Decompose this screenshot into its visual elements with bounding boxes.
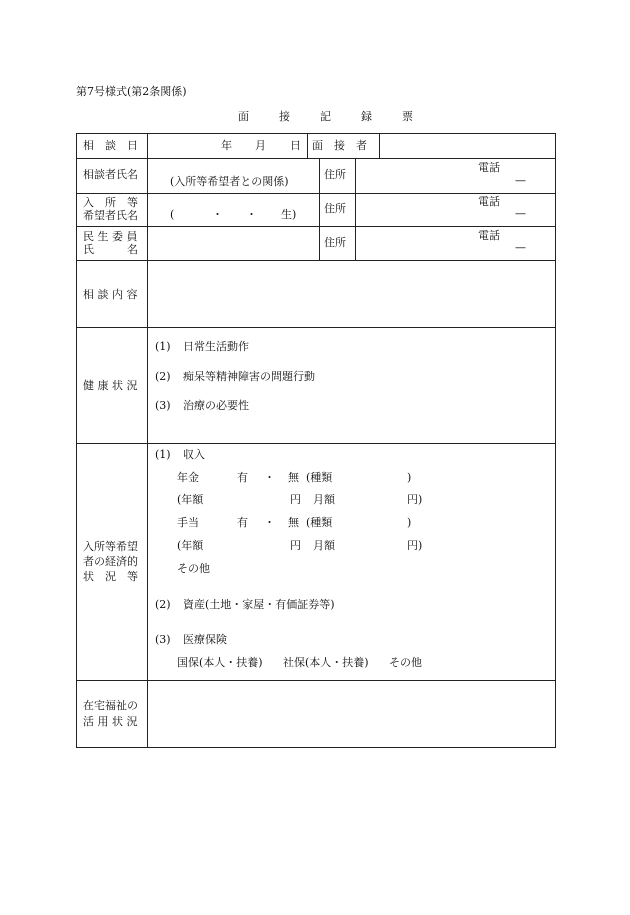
separator-dot: ・ — [264, 471, 275, 484]
address-label: 住所 — [324, 168, 346, 181]
kind-label: (種類 — [306, 471, 333, 484]
title-char: 録 — [361, 110, 374, 123]
social-insurance-label: 社保(本人・扶養) — [283, 656, 369, 669]
consultation-date-label: 相 談 日 — [83, 139, 138, 152]
cell-divider — [379, 133, 380, 158]
income-num: (1) — [155, 448, 171, 461]
health-item-text: 日常生活動作 — [183, 340, 249, 353]
monthly-label: 月額 — [313, 539, 335, 552]
consultant-name-label: 相談者氏名 — [83, 168, 138, 181]
birth-dot: ・ — [212, 208, 223, 221]
health-status-label: 健 康 状 況 — [83, 379, 138, 392]
health-item-text: 痴呆等精神障害の問題行動 — [183, 370, 315, 383]
row-divider — [76, 443, 556, 444]
consultation-content-label: 相 談 内 容 — [83, 288, 138, 301]
health-item-text: 治療の必要性 — [183, 399, 249, 412]
phone-label: 電話 — [478, 229, 500, 242]
economic-status-label-line1: 入所等希望 — [83, 540, 138, 553]
home-welfare-label-line2: 活 用 状 況 — [83, 715, 138, 728]
assets-label: 資産(土地・家屋・有価証券等) — [183, 598, 335, 611]
phone-label: 電話 — [478, 161, 500, 174]
cell-divider — [355, 158, 356, 260]
health-item-num: (2) — [155, 370, 171, 383]
yen-close-label: 円) — [407, 539, 423, 552]
day-label: 日 — [290, 139, 301, 152]
allowance-label: 手当 — [177, 516, 199, 529]
title-char: 記 — [320, 110, 333, 123]
applicant-label-line1: 入 所 等 — [83, 196, 138, 209]
phone-dash: — — [515, 174, 526, 187]
label-column-divider — [147, 133, 148, 748]
title-char: 票 — [402, 110, 415, 123]
national-insurance-label: 国保(本人・扶養) — [177, 656, 263, 669]
birth-suffix: 生) — [281, 208, 297, 221]
close-paren: ) — [407, 471, 412, 484]
row-divider — [76, 158, 556, 159]
medical-label: 医療保険 — [183, 633, 227, 646]
phone-label: 電話 — [478, 195, 500, 208]
home-welfare-label-line1: 在宅福祉の — [83, 699, 138, 712]
phone-dash: — — [515, 241, 526, 254]
form-code: 第7号様式(第2条関係) — [76, 85, 187, 98]
phone-dash: — — [515, 207, 526, 220]
row-divider — [76, 260, 556, 261]
yes-label: 有 — [237, 471, 248, 484]
health-item-num: (3) — [155, 399, 171, 412]
close-paren: ) — [407, 516, 412, 529]
no-label: 無 — [288, 471, 299, 484]
applicant-label-line2: 希望者氏名 — [83, 209, 138, 222]
birth-dot: ・ — [246, 208, 257, 221]
separator-dot: ・ — [264, 516, 275, 529]
title-char: 接 — [279, 110, 292, 123]
yes-label: 有 — [237, 516, 248, 529]
other-insurance-label: その他 — [389, 656, 422, 669]
month-label: 月 — [255, 139, 266, 152]
other-income-label: その他 — [177, 562, 210, 575]
annual-label: (年額 — [177, 539, 204, 552]
pension-label: 年金 — [177, 471, 199, 484]
yen-close-label: 円) — [407, 493, 423, 506]
kind-label: (種類 — [306, 516, 333, 529]
health-item-num: (1) — [155, 340, 171, 353]
income-label: 収入 — [183, 448, 205, 461]
cell-divider — [319, 158, 320, 260]
relation-note: (入所等希望者との関係) — [170, 175, 289, 188]
address-label: 住所 — [324, 202, 346, 215]
row-divider — [76, 327, 556, 328]
welfare-commissioner-label-line1: 民 生 委 員 — [83, 230, 138, 243]
form-title — [238, 111, 415, 122]
interviewer-label: 面 接 者 — [312, 139, 367, 152]
economic-status-label-line3: 状 況 等 — [83, 570, 138, 583]
economic-status-label-line2: 者の経済的 — [83, 555, 138, 568]
cell-divider — [307, 133, 308, 158]
row-divider — [76, 193, 556, 194]
yen-label: 円 — [290, 539, 301, 552]
yen-label: 円 — [290, 493, 301, 506]
row-divider — [76, 226, 556, 227]
address-label: 住所 — [324, 236, 346, 249]
welfare-commissioner-label-line2: 氏 名 — [83, 243, 138, 256]
year-label: 年 — [221, 139, 232, 152]
title-char: 面 — [238, 110, 251, 123]
monthly-label: 月額 — [313, 493, 335, 506]
no-label: 無 — [288, 516, 299, 529]
medical-num: (3) — [155, 633, 171, 646]
annual-label: (年額 — [177, 493, 204, 506]
row-divider — [76, 680, 556, 681]
assets-num: (2) — [155, 598, 171, 611]
birth-paren-open: ( — [170, 208, 175, 221]
